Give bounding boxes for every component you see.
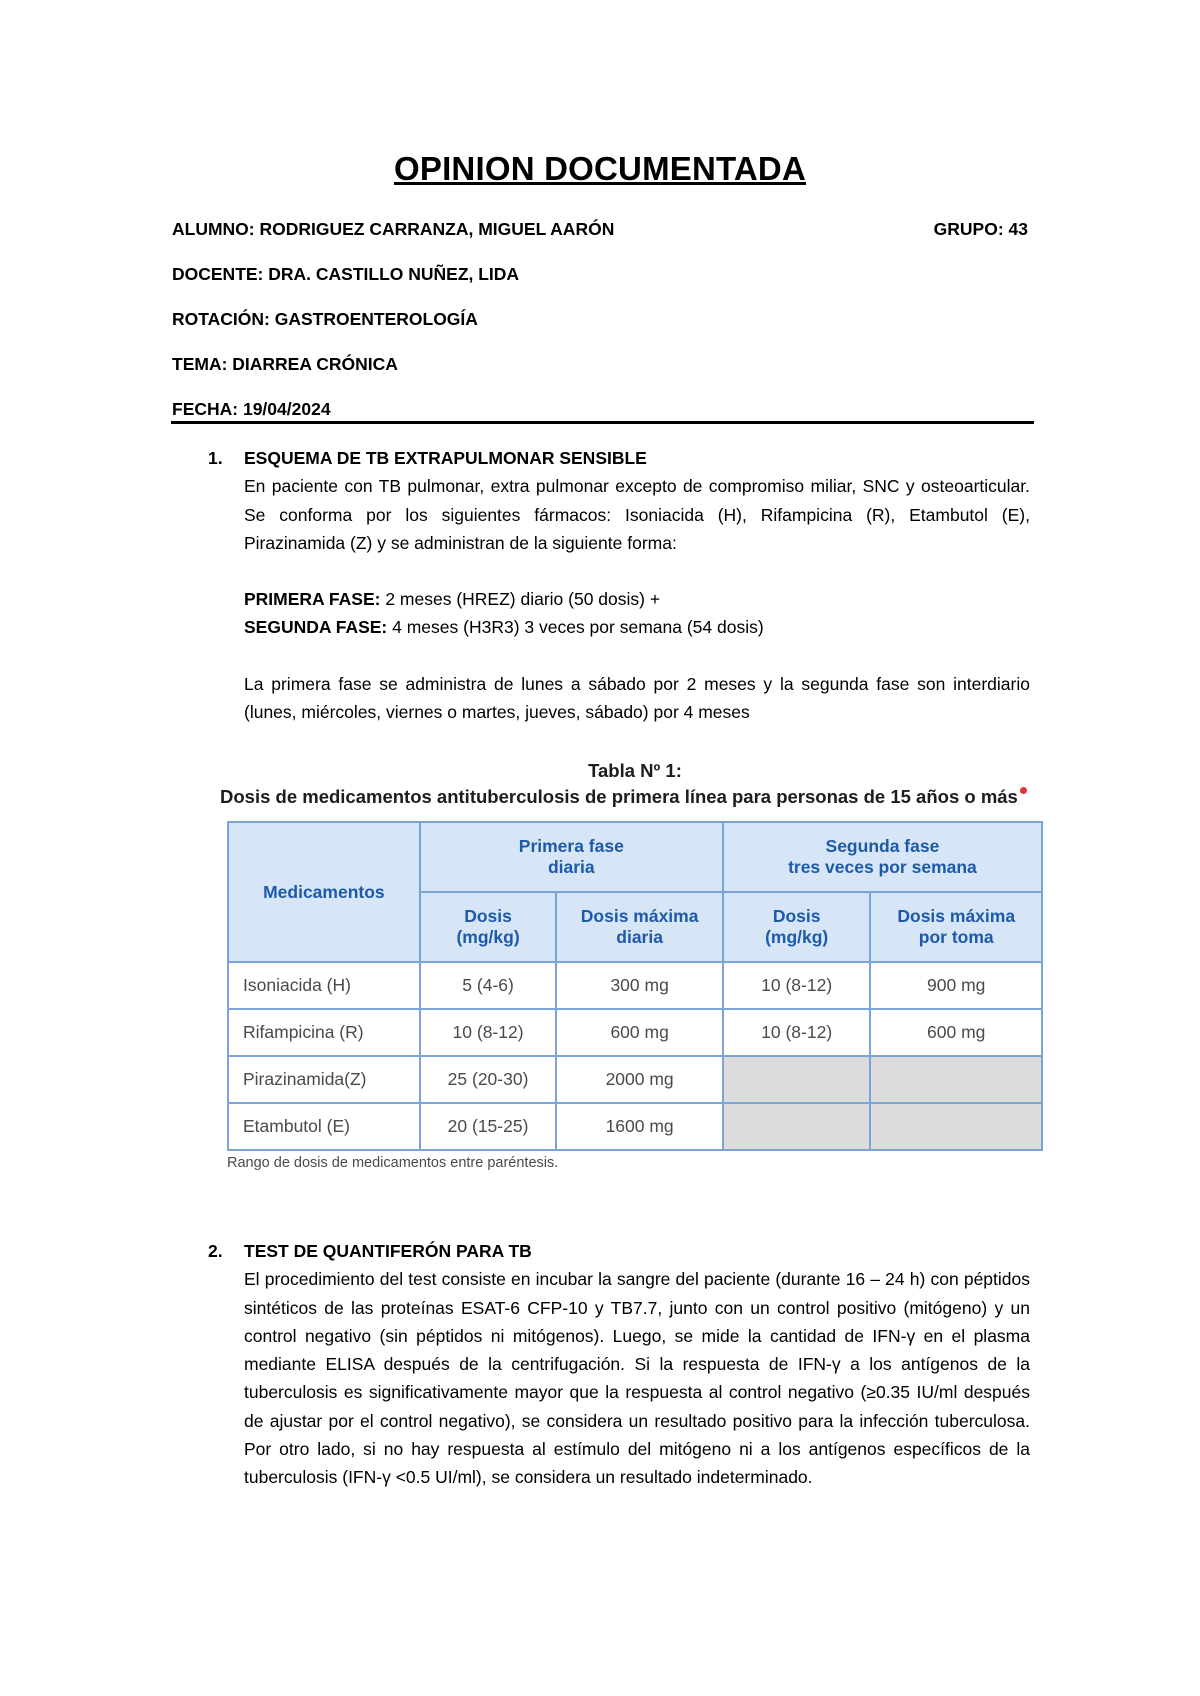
meta-tema: TEMA: DIARREA CRÓNICA bbox=[172, 354, 398, 374]
subheader-max-2a: Dosis máxima bbox=[897, 906, 1016, 926]
cell-dose-1: 25 (20-30) bbox=[420, 1056, 557, 1103]
section-1-heading: ESQUEMA DE TB EXTRAPULMONAR SENSIBLE bbox=[244, 448, 647, 468]
header-medicamentos: Medicamentos bbox=[228, 822, 420, 962]
phase-2-label: SEGUNDA FASE: bbox=[244, 617, 388, 638]
header-segunda-fase-line1: Segunda fase bbox=[825, 836, 940, 856]
section-2 bbox=[208, 1237, 1030, 1492]
table-footnote: Rango de dosis de medicamentos entre paréntesis. bbox=[227, 1155, 559, 1171]
section-1-number: 1. bbox=[208, 448, 223, 468]
dose-table bbox=[227, 821, 1043, 1151]
subheader-max-2b: por toma bbox=[918, 927, 994, 947]
cell-dose-2: 10 (8-12) bbox=[723, 1009, 871, 1056]
header-primera-fase bbox=[420, 822, 723, 892]
subheader-max-1a: Dosis máxima bbox=[580, 906, 699, 926]
section-2-body: El procedimiento del test consiste en incubar la sangre del paciente (durante 16 – 24 h) con péptidos sintéticos de las proteínas ESAT-6 CFP-10 y TB7.7, junto con un control positivo (mitógeno) y un control negativo (sin péptidos ni mitógenos). Luego, se mide la cantidad de IFN-γ en el plasma mediante ELISA después de la centrifugación. Si la respuesta de IFN-γ a los antígenos de la tuberculosis es significativamente mayor que la respuesta al control negativo (≥0.35 IU/ml después de ajustar por el control negativo), se considera un resultado positivo para la infección tuberculosa. Por otro lado, si no hay respuesta al estímulo del mitógeno ni a los antígenos específicos de la tuberculosis (IFN-γ <0.5 UI/ml), se considera un resultado indeterminado. bbox=[244, 1269, 1030, 1488]
table-subtitle bbox=[220, 786, 1027, 808]
cell-max-2: 600 mg bbox=[870, 1009, 1042, 1056]
subheader-max-2 bbox=[870, 892, 1042, 962]
header-segunda-fase bbox=[723, 822, 1042, 892]
meta-docente: DOCENTE: DRA. CASTILLO NUÑEZ, LIDA bbox=[172, 264, 520, 284]
section-2-heading: TEST DE QUANTIFERÓN PARA TB bbox=[244, 1241, 532, 1261]
cell-med: Pirazinamida(Z) bbox=[228, 1056, 420, 1103]
meta-grupo: GRUPO: 43 bbox=[933, 219, 1028, 239]
phase-2-line bbox=[244, 613, 1030, 641]
table-subtitle-text: Dosis de medicamentos antituberculosis de primera línea para personas de 15 años o más bbox=[220, 786, 1018, 807]
table-row bbox=[228, 1056, 1042, 1103]
cell-empty bbox=[870, 1103, 1042, 1150]
cell-med: Rifampicina (R) bbox=[228, 1009, 420, 1056]
cell-dose-1: 10 (8-12) bbox=[420, 1009, 557, 1056]
red-dot-marker bbox=[1020, 787, 1027, 794]
table-row bbox=[228, 1009, 1042, 1056]
cell-empty bbox=[723, 1056, 871, 1103]
subheader-dosis-2a: Dosis bbox=[772, 906, 821, 926]
cell-dose-2: 10 (8-12) bbox=[723, 962, 871, 1009]
cell-med: Isoniacida (H) bbox=[228, 962, 420, 1009]
phase-1-label: PRIMERA FASE: bbox=[244, 589, 381, 610]
subheader-dosis-1b: (mg/kg) bbox=[456, 927, 520, 947]
subheader-dosis-1 bbox=[420, 892, 557, 962]
meta-alumno: ALUMNO: RODRIGUEZ CARRANZA, MIGUEL AARÓN bbox=[172, 219, 615, 239]
header-primera-fase-line2: diaria bbox=[547, 857, 595, 877]
cell-empty bbox=[723, 1103, 871, 1150]
subheader-dosis-2 bbox=[723, 892, 871, 962]
document-title: OPINION DOCUMENTADA bbox=[393, 150, 806, 187]
subheader-dosis-1a: Dosis bbox=[464, 906, 512, 926]
table-row bbox=[228, 1103, 1042, 1150]
section-2-number: 2. bbox=[208, 1241, 223, 1261]
section-1-intro: En paciente con TB pulmonar, extra pulmonar excepto de compromiso miliar, SNC y osteoarticular. Se conforma por los siguientes fármacos: Isoniacida (H), Rifampicina (R), Etambutol (E), Pirazinamida (Z) y se administran de la siguiente forma: bbox=[244, 476, 1030, 553]
cell-max-1: 600 mg bbox=[556, 1009, 723, 1056]
cell-empty bbox=[870, 1056, 1042, 1103]
cell-dose-1: 5 (4-6) bbox=[420, 962, 557, 1009]
subheader-dosis-2b: (mg/kg) bbox=[765, 927, 829, 947]
cell-max-1: 300 mg bbox=[556, 962, 723, 1009]
header-primera-fase-line1: Primera fase bbox=[518, 836, 624, 856]
section-1-closing: La primera fase se administra de lunes a sábado por 2 meses y la segunda fase son interdiario (lunes, miércoles, viernes o martes, jueves, sábado) por 4 meses bbox=[244, 673, 1030, 723]
phase-1-line bbox=[244, 585, 1030, 613]
phase-2-text: 4 meses (H3R3) 3 veces por semana (54 dosis) bbox=[387, 617, 764, 638]
meta-fecha: FECHA: 19/04/2024 bbox=[172, 399, 331, 419]
section-1 bbox=[208, 444, 1030, 726]
header-divider bbox=[171, 421, 1034, 424]
cell-max-2: 900 mg bbox=[870, 962, 1042, 1009]
cell-max-1: 1600 mg bbox=[556, 1103, 723, 1150]
cell-max-1: 2000 mg bbox=[556, 1056, 723, 1103]
table-title: Tabla Nº 1: bbox=[588, 760, 682, 781]
meta-rotacion: ROTACIÓN: GASTROENTEROLOGÍA bbox=[172, 309, 478, 329]
phase-1-text: 2 meses (HREZ) diario (50 dosis) + bbox=[380, 589, 661, 610]
cell-med: Etambutol (E) bbox=[228, 1103, 420, 1150]
subheader-max-1 bbox=[556, 892, 723, 962]
subheader-max-1b: diaria bbox=[616, 927, 663, 947]
cell-dose-1: 20 (15-25) bbox=[420, 1103, 557, 1150]
header-segunda-fase-line2: tres veces por semana bbox=[788, 857, 977, 877]
table-row bbox=[228, 962, 1042, 1009]
